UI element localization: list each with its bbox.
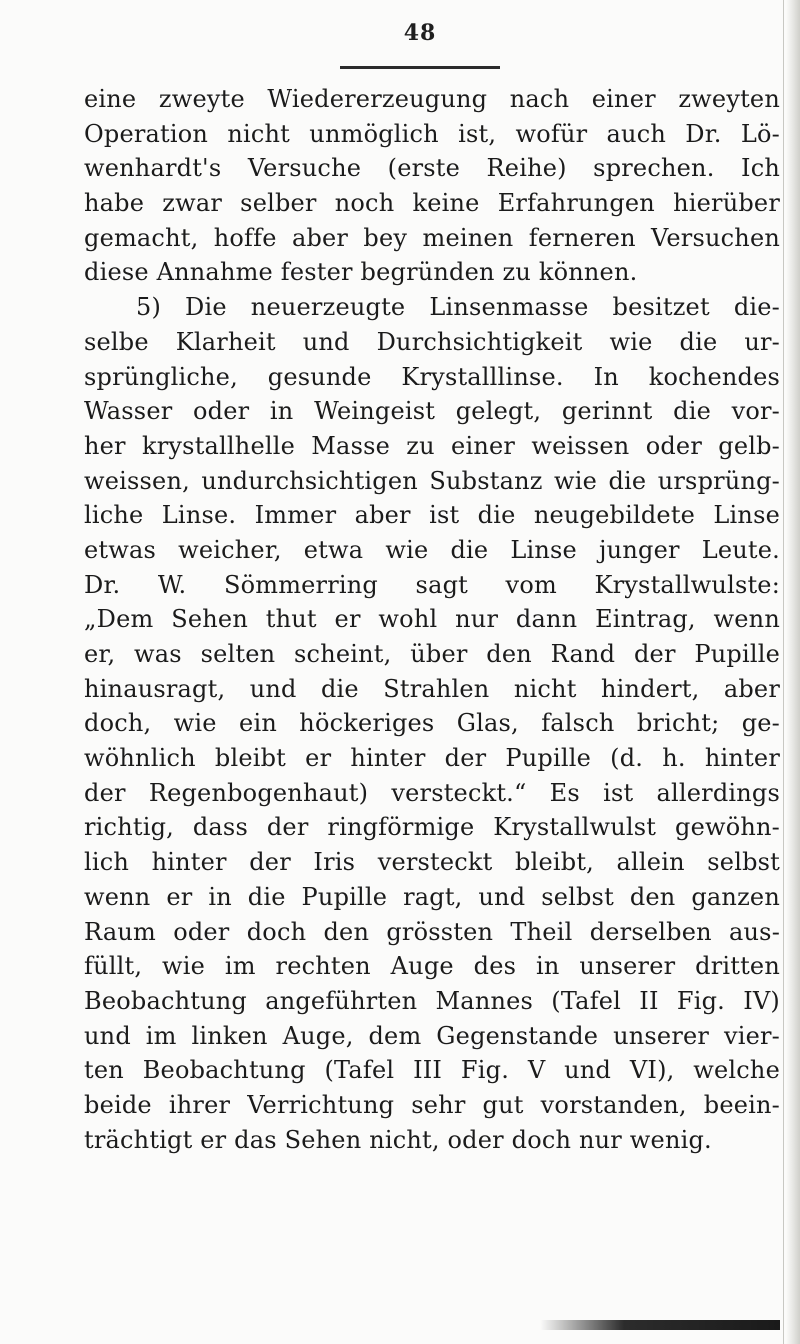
text-line: Beobachtung angeführten Mannes (Tafel II Fig. IV)	[84, 986, 780, 1015]
page-edge-line	[783, 0, 784, 1344]
text-line: habe zwar selber noch keine Erfahrungen hierüber	[84, 189, 780, 218]
page-edge-shadow	[786, 0, 800, 1344]
text-line: wöhnlich bleibt er hinter der Pupille (d. h. hinter	[84, 744, 780, 773]
text-line: liche Linse. Immer aber ist die neugebildete Linse	[84, 501, 780, 530]
text-line: etwas weicher, etwa wie die Linse junger Leute.	[84, 535, 780, 564]
text-line: füllt, wie im rechten Auge des in unserer dritten	[84, 952, 780, 981]
text-line: eine zweyte Wiedererzeugung nach einer zweyten	[84, 85, 780, 113]
text-line: doch, wie ein höckeriges Glas, falsch bricht; ge-	[84, 709, 780, 738]
header-rule	[340, 66, 500, 69]
text-line: wenn er in die Pupille ragt, und selbst den ganzen	[84, 882, 780, 911]
text-line: diese Annahme fester begründen zu können.	[84, 258, 638, 287]
text-line: Operation nicht unmöglich ist, wofür auch Dr. Lö-	[84, 119, 780, 148]
text-line: her krystallhelle Masse zu einer weissen oder gelb-	[84, 431, 780, 460]
text-line: Dr. W. Sömmerring sagt vom Krystallwulste:	[84, 570, 780, 599]
text-line: der Regenbogenhaut) versteckt.“ Es ist allerdings	[84, 778, 780, 807]
text-line: sprüngliche, gesunde Krystalllinse. In kochendes	[84, 362, 780, 391]
text-line: 5) Die neuerzeugte Linsenmasse besitzet die-	[136, 293, 780, 322]
text-line: selbe Klarheit und Durchsichtigkeit wie die ur-	[84, 327, 780, 356]
body-text	[84, 82, 780, 1157]
text-line: ten Beobachtung (Tafel III Fig. V und VI), welche	[84, 1056, 780, 1085]
text-line: weissen, undurchsichtigen Substanz wie die ursprüng-	[84, 466, 780, 495]
text-line: Raum oder doch den grössten Theil derselben aus-	[84, 917, 780, 946]
text-line: beide ihrer Verrichtung sehr gut vorstanden, beein-	[84, 1090, 780, 1119]
scan-bottom-mark	[540, 1320, 780, 1330]
text-line: und im linken Auge, dem Gegenstande unserer vier-	[84, 1021, 780, 1050]
text-line: er, was selten scheint, über den Rand der Pupille	[84, 640, 780, 668]
text-line: lich hinter der Iris versteckt bleibt, allein selbst	[84, 848, 780, 877]
page-number: 48	[403, 20, 437, 46]
text-line: trächtigt er das Sehen nicht, oder doch nur wenig.	[84, 1125, 712, 1154]
text-line: gemacht, hoffe aber bey meinen ferneren Versuchen	[84, 223, 780, 252]
text-line: wenhardt's Versuche (erste Reihe) sprechen. Ich	[84, 154, 780, 183]
text-line: richtig, dass der ringförmige Krystallwulst gewöhn-	[84, 813, 780, 842]
text-line: Wasser oder in Weingeist gelegt, gerinnt die vor-	[84, 397, 780, 426]
text-line: hinausragt, und die Strahlen nicht hindert, aber	[84, 674, 780, 703]
text-line: „Dem Sehen thut er wohl nur dann Eintrag, wenn	[84, 605, 780, 634]
